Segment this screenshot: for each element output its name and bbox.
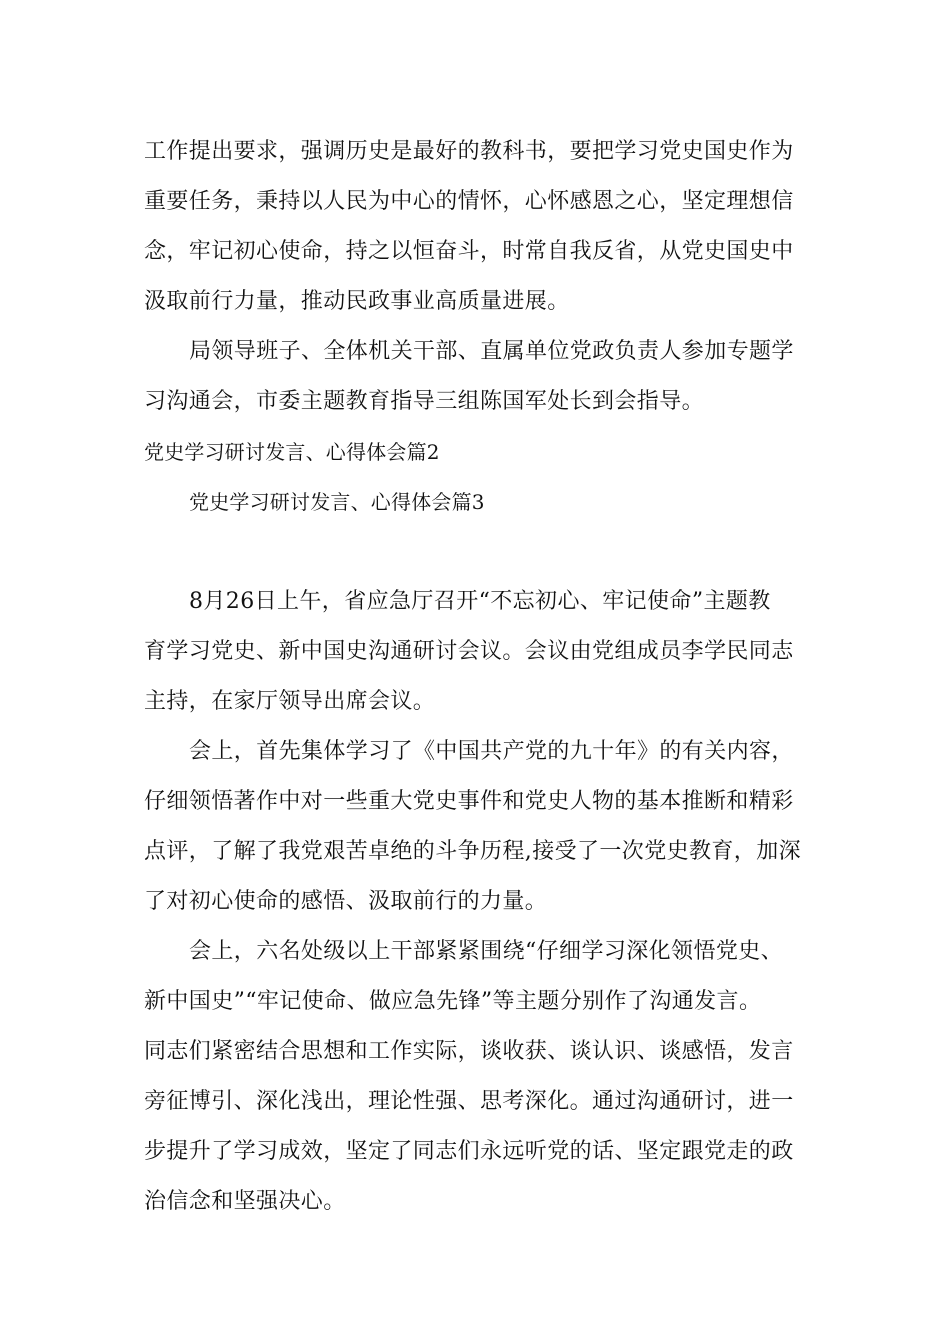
paragraph-4-line-4: 了对初心使命的感悟、汲取前行的力量。 — [144, 889, 548, 914]
paragraph-1-line-2: 重要任务，秉持以人民为中心的情怀，心怀感恩之心，坚定理想信 — [144, 189, 794, 214]
paragraph-5-line-5: 步提升了学习成效，坚定了同志们永远听党的话、坚定跟党走的政 — [144, 1139, 794, 1164]
paragraph-2-line-1: 局领导班子、全体机关干部、直属单位党政负责人参加专题学 — [189, 339, 794, 364]
section-heading-2: 党史学习研讨发言、心得体会篇2 — [144, 440, 440, 464]
paragraph-4-line-3: 点评，了解了我党艰苦卓绝的斗争历程,接受了一次党史教育，加深 — [144, 839, 801, 864]
paragraph-5-line-6: 治信念和坚强决心。 — [144, 1189, 346, 1214]
paragraph-1-line-4: 汲取前行力量，推动民政事业高质量进展。 — [144, 289, 570, 314]
paragraph-3-line-1: 8月26日上午，省应急厅召开“不忘初心、牢记使命”主题教 — [189, 589, 771, 614]
paragraph-2-line-2: 习沟通会，市委主题教育指导三组陈国军处长到会指导。 — [144, 389, 705, 414]
paragraph-4-line-1: 会上，首先集体学习了《中国共产党的九十年》的有关内容， — [189, 739, 794, 764]
paragraph-4-line-2: 仔细领悟著作中对一些重大党史事件和党史人物的基本推断和精彩 — [144, 789, 794, 814]
paragraph-3-line-3: 主持，在家厅领导出席会议。 — [144, 689, 436, 714]
paragraph-5-line-4: 旁征博引、深化浅出，理论性强、思考深化。通过沟通研讨，进一 — [144, 1089, 794, 1114]
paragraph-3-line-2: 育学习党史、新中国史沟通研讨会议。会议由党组成员李学民同志 — [144, 639, 794, 664]
paragraph-1-line-3: 念，牢记初心使命，持之以恒奋斗，时常自我反省，从党史国史中 — [144, 239, 794, 264]
paragraph-1-line-1: 工作提出要求，强调历史是最好的教科书，要把学习党史国史作为 — [144, 139, 794, 164]
paragraph-5-line-1: 会上，六名处级以上干部紧紧围绕“仔细学习深化领悟党史、 — [189, 939, 784, 964]
section-heading-3: 党史学习研讨发言、心得体会篇3 — [189, 490, 485, 514]
paragraph-5-line-2: 新中国史”“牢记使命、做应急先锋”等主题分别作了沟通发言。 — [144, 989, 762, 1014]
paragraph-5-line-3: 同志们紧密结合思想和工作实际，谈收获、谈认识、谈感悟，发言 — [144, 1039, 794, 1064]
